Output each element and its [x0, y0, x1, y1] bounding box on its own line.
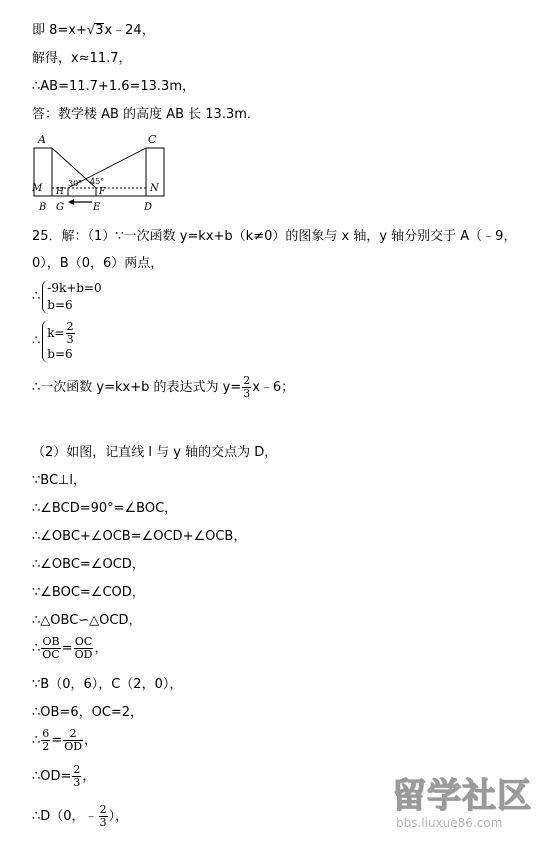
fraction: $\frac{2}{3}$	[243, 374, 251, 400]
step-6: ∴△OBC∽△OCD，	[32, 613, 142, 628]
fraction: $\frac{6}{2}$	[42, 727, 50, 753]
step-3: ∴∠OBC+∠OCB=∠OCD+∠OCB，	[32, 529, 247, 544]
therefore-sign: ∴	[32, 333, 41, 349]
od-value: ∴OD= $\frac{2}{3}$ ，	[32, 763, 96, 789]
fraction: $\frac{2}{3}$	[99, 803, 107, 829]
fraction: $\frac{OB}{OC}$	[42, 635, 60, 661]
label-m: M	[32, 183, 43, 194]
step-8: ∴OB=6，OC=2，	[32, 705, 144, 720]
line-ab: ∴AB=11.7+1.6=13.3m，	[32, 79, 195, 94]
radical-sign: √	[86, 23, 96, 38]
system-2	[32, 320, 76, 363]
system-2-eq2: b=6	[47, 347, 73, 361]
fraction: $\frac{2}{OD}$	[64, 727, 83, 753]
label-c: C	[148, 133, 157, 146]
angle-45: 45°	[90, 177, 105, 186]
label-d: D	[144, 202, 153, 213]
geometry-figure	[28, 130, 178, 214]
watermark	[392, 776, 542, 842]
label-n: N	[150, 183, 159, 194]
system-1	[32, 280, 102, 314]
part-2-intro: （2）如图，记直线 l 与 y 轴的交点为 D，	[32, 445, 278, 460]
label-h: H	[56, 187, 64, 197]
system-1-eq2: b=6	[47, 298, 73, 312]
watermark-title: 留学社区	[392, 776, 532, 816]
fraction: $\frac{2}{3}$	[73, 763, 81, 789]
ratio-line-2: ∴ $\frac{6}{2}$ = $\frac{2}{OD}$ ，	[32, 727, 98, 753]
step-1: ∵BC⊥l，	[32, 473, 86, 488]
system-1-brace	[42, 280, 101, 314]
ratio-line-1: ∴ $\frac{OB}{OC}$ = $\frac{OC}{OD}$ ，	[32, 635, 108, 661]
line-solve: 解得，x≈11.7，	[32, 51, 132, 66]
equation-left: 即 8=x+	[32, 23, 87, 38]
system-2-brace	[42, 320, 75, 363]
equation-right: x﹣24，	[104, 23, 155, 38]
arrow-head	[68, 199, 74, 205]
angle-30: 30°	[68, 179, 83, 188]
fraction: $\frac{OC}{OD}$	[74, 635, 93, 661]
label-e: E	[93, 202, 101, 213]
radicand: 3	[95, 23, 104, 38]
fraction: $\frac{2}{3}$	[66, 320, 74, 346]
therefore-sign: ∴	[32, 289, 41, 304]
line-equation	[32, 22, 155, 40]
step-5: ∵∠BOC=∠COD，	[32, 585, 145, 600]
label-f: F	[99, 187, 106, 197]
line-expression: ∴一次函数 y=kx+b 的表达式为 y= $\frac{2}{3}$ x﹣6；	[32, 374, 295, 400]
step-7: ∵B（0，6），C（2，0），	[32, 677, 183, 692]
point-d: ∴D（0，﹣ $\frac{2}{3}$ ），	[32, 803, 129, 829]
step-2: ∴∠BCD=90°=∠BOC，	[32, 501, 178, 516]
step-4: ∴∠OBC=∠OCD，	[32, 557, 145, 572]
system-1-eq1: -9k+b=0	[47, 281, 102, 295]
system-2-eq1: k= $\frac{2}{3}$	[47, 320, 74, 346]
q25-intro-1: 25．解：（1）∵一次函数 y=kx+b（k≠0）的图象与 x 轴，y 轴分别交于 A（﹣9，	[32, 229, 517, 244]
label-b: B	[39, 202, 47, 213]
watermark-url: bbs.liuxue86.com	[396, 816, 503, 830]
label-g: G	[56, 202, 64, 213]
label-a: A	[38, 133, 46, 146]
line-answer: 答：教学楼 AB 的高度 AB 长 13.3m．	[32, 107, 260, 122]
q25-intro-2: 0），B（0，6）两点，	[32, 256, 164, 271]
